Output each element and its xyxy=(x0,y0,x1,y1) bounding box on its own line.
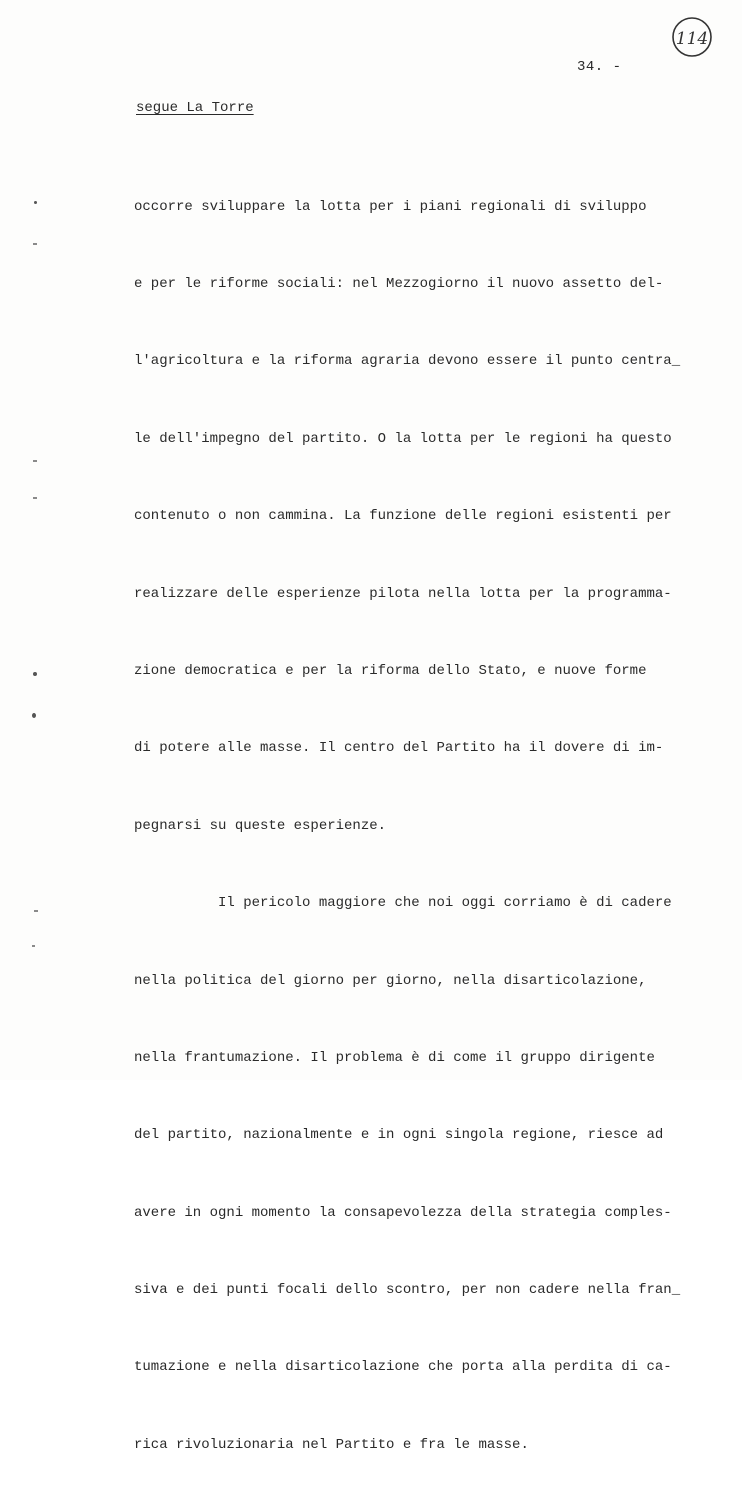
text-line: rica rivoluzionaria nel Partito e fra le masse. xyxy=(134,1436,529,1453)
text-line: nella frantumazione. Il problema è di come il gruppo dirigente xyxy=(134,1049,655,1066)
text-line: siva e dei punti focali dello scontro, per non cadere nella fran_ xyxy=(134,1282,681,1299)
text-line: zione democratica e per la riforma dello Stato, e nuove forme xyxy=(134,662,647,679)
scan-dash xyxy=(33,460,37,462)
scan-dash xyxy=(33,243,37,245)
text-line: contenuto o non cammina. La funzione delle regioni esistenti per xyxy=(134,508,672,525)
body-text xyxy=(134,143,709,1510)
text-line: occorre sviluppare la lotta per i piani regionali di sviluppo xyxy=(134,198,647,215)
scan-dash xyxy=(34,910,38,912)
text-line: nella politica del giorno per giorno, nella disarticolazione, xyxy=(134,972,647,989)
scan-dash xyxy=(33,497,37,499)
scan-speck xyxy=(33,672,37,676)
text-line: l'agricoltura e la riforma agraria devono essere il punto centra_ xyxy=(134,353,681,370)
text-line: pegnarsi su queste esperienze. xyxy=(134,817,387,834)
text-line: le dell'impegno del partito. O la lotta per le regioni ha questo xyxy=(134,430,672,447)
text-line: e per le riforme sociali: nel Mezzogiorno il nuovo assetto del- xyxy=(134,275,664,292)
speaker-heading: segue La Torre xyxy=(136,100,254,116)
page-number: 34. - xyxy=(577,59,622,75)
scan-dash xyxy=(32,945,35,947)
text-line: avere in ogni momento la consapevolezza della strategia comples- xyxy=(134,1204,672,1221)
text-line: tumazione e nella disarticolazione che porta alla perdita di ca- xyxy=(134,1359,672,1376)
scan-speck xyxy=(34,201,37,204)
archive-stamp-number: 114 xyxy=(675,29,709,49)
scan-speck xyxy=(32,713,36,718)
text-line: realizzare delle esperienze pilota nella lotta per la programma- xyxy=(134,585,672,602)
text-line: Il pericolo maggiore che noi oggi corriamo è di cadere xyxy=(134,895,672,912)
text-line: del partito, nazionalmente e in ogni singola regione, riesce ad xyxy=(134,1127,664,1144)
text-line: di potere alle masse. Il centro del Partito ha il dovere di im- xyxy=(134,740,664,757)
archive-stamp xyxy=(670,15,714,59)
